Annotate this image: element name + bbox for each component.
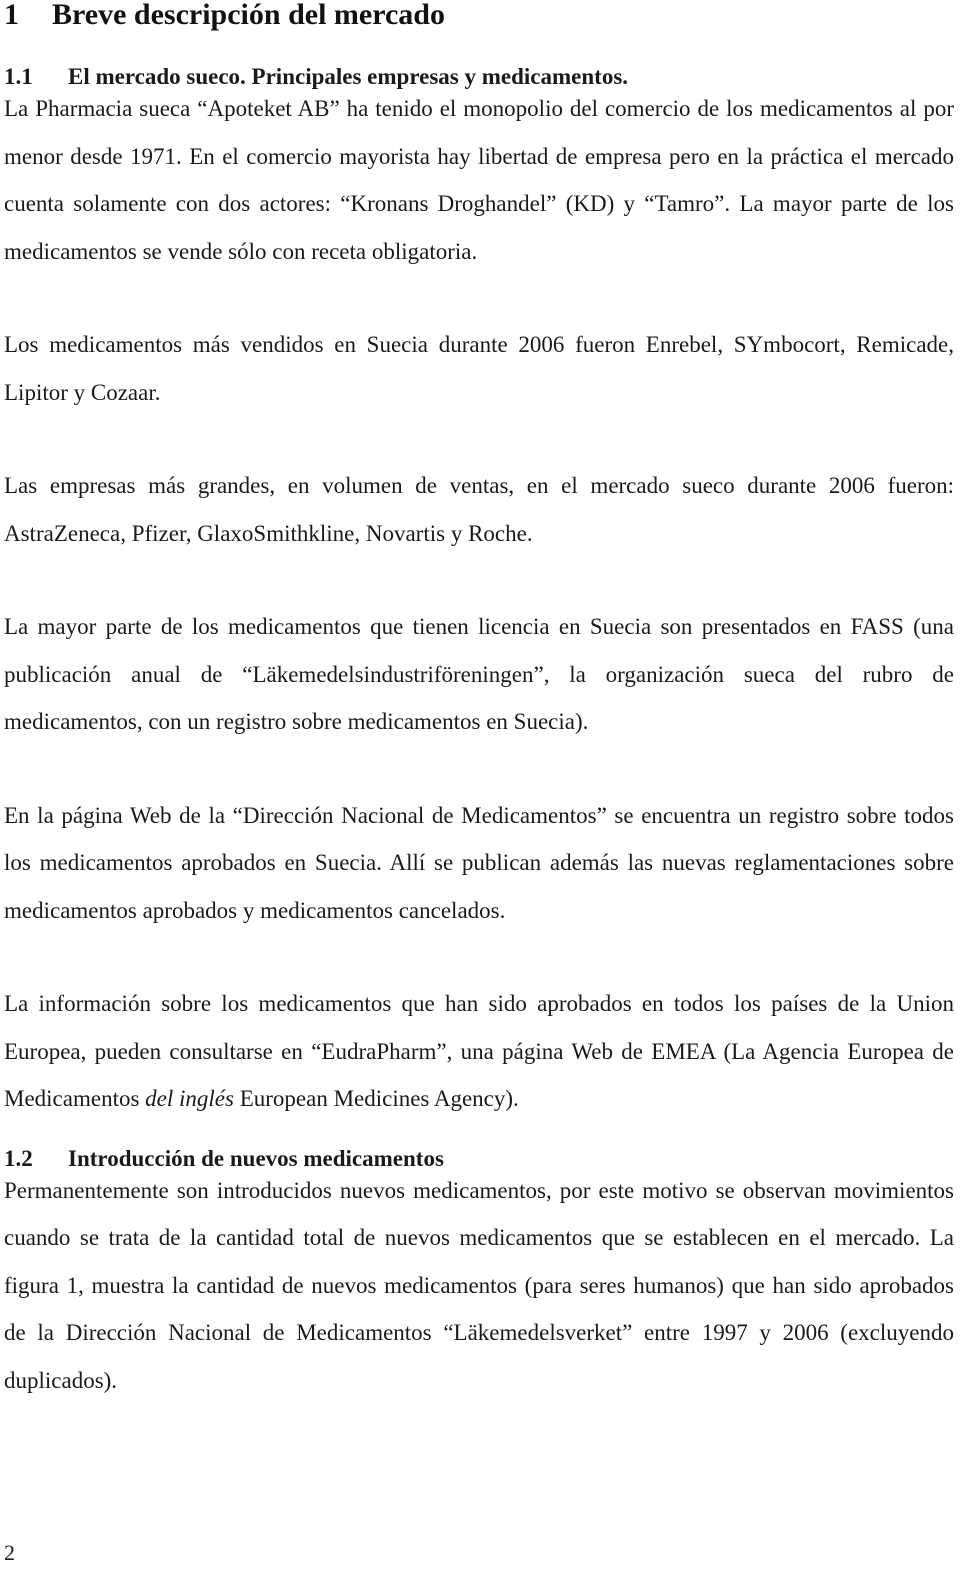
paragraph-gap [4, 557, 954, 603]
paragraph-eudrapharm [4, 980, 954, 1123]
paragraph-gap [4, 746, 954, 792]
section-heading-1 [4, 0, 954, 36]
italic-text: del inglés [145, 1086, 234, 1111]
paragraph-new-medicines: Permanentemente son introducidos nuevos medicamentos, por este motivo se observan movimientos cuando se trata de la cantidad total de nuevos medicamentos que se establecen en el mercado. La figura 1, muestra la cantidad de nuevos medicamentos (para seres humanos) que han sido aprobados de la Dirección Nacional de Medicamentos “Läkemedelsverket” entre 1997 y 2006 (excluyendo duplicados). [4, 1177, 954, 1393]
paragraph-top-companies: Las empresas más grandes, en volumen de ventas, en el mercado sueco durante 2006 fueron: AstraZeneca, Pfizer, GlaxoSmithkline, Novartis y Roche. [4, 473, 954, 546]
subsection-title: El mercado sueco. Principales empresas y medicamentos. [68, 64, 629, 89]
paragraph-gap [4, 934, 954, 980]
paragraph-gap [4, 416, 954, 462]
document-page [4, 0, 954, 1404]
subsection-title: Introducción de nuevos medicamentos [68, 1145, 444, 1171]
paragraph-gap [4, 275, 954, 321]
paragraph-direccion-nacional: En la página Web de la “Dirección Nacional de Medicamentos” se encuentra un registro sobre todos los medicamentos aprobados en Suecia. Allí se publican además las nuevas reglamentaciones sobre medicamentos aprobados y medicamentos cancelados. [4, 802, 954, 923]
section-number: 1 [4, 0, 19, 31]
paragraph-text: La información sobre los medicamentos que han sido aprobados en todos los países de la Union Europea, pueden consultarse en “EudraPharm”, una página Web de EMEA (La Agencia Europea de Medicamentos [4, 991, 954, 1111]
page-number: 2 [4, 1540, 15, 1565]
paragraph-top-medicines: Los medicamentos más vendidos en Suecia durante 2006 fueron Enrebel, SYmbocort, Remicade, Lipitor y Cozaar. [4, 332, 954, 405]
paragraph-apoteket: La Pharmacia sueca “Apoteket AB” ha tenido el monopolio del comercio de los medicamentos al por menor desde 1971. En el comercio mayorista hay libertad de empresa pero en la práctica el mercado cuenta solamente con dos actores: “Kronans Droghandel” (KD) y “Tamro”. La mayor parte de los medicamentos se vende sólo con receta obligatoria. [4, 96, 954, 264]
paragraph-text: European Medicines Agency). [233, 1086, 519, 1111]
paragraph-fass: La mayor parte de los medicamentos que tienen licencia en Suecia son presentados en FASS (una publicación anual de “Läkemedelsindustriföreningen”, la organización sueca del rubro de medicamentos, con un registro sobre medicamentos en Suecia). [4, 614, 954, 734]
subsection-number: 1.2 [4, 1145, 33, 1171]
section-title: Breve descripción del mercado [52, 0, 445, 31]
subsection-number: 1.1 [4, 64, 33, 89]
